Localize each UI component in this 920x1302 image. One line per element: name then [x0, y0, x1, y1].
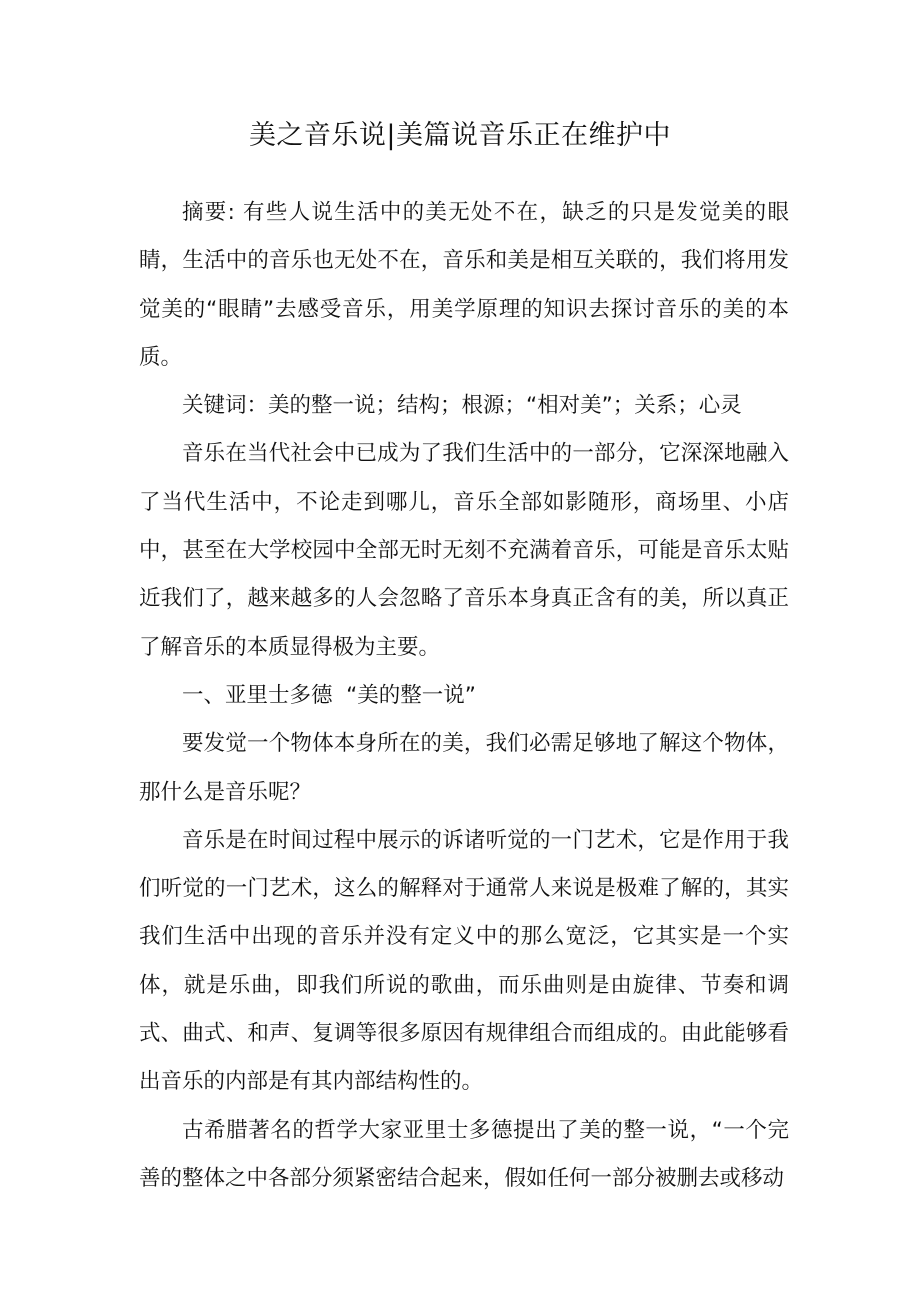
intro-paragraph: 音乐在当代社会中已成为了我们生活中的一部分，它深深地融入了当代生活中，不论走到哪儿，音乐全部如影随形，商场里、小店中，甚至在大学校园中全部无时无刻不充满着音乐，可能是音乐太贴近我们了，越来越多的人会忽略了音乐本身真正含有的美，所以真正了解音乐的本质显得极为主要。: [139, 441, 789, 660]
body-paragraph: 音乐是在时间过程中展示的诉诸听觉的一门艺术，它是作用于我们听觉的一门艺术，这么的解释对于通常人来说是极难了解的，其实我们生活中出现的音乐并没有定义中的那么宽泛，它其实是一个实体，就是乐曲，即我们所说的歌曲，而乐曲则是由旋律、节奏和调式、曲式、和声、复调等很多原因有规律组合而组成的。由此能够看出音乐的内部是有其内部结构性的。: [139, 827, 789, 1095]
keywords-paragraph: 关键词：美的整一说；结构；根源；“相对美”；关系；心灵: [182, 393, 742, 419]
page-title: 美之音乐说|美篇说音乐正在维护中: [248, 120, 672, 151]
document-body: [139, 189, 789, 1203]
body-paragraph: 古希腊著名的哲学大家亚里士多德提出了美的整一说，“一个完善的整体之中各部分须紧密结合起来，假如任何一部分被删去或移动: [139, 1117, 789, 1191]
abstract-paragraph: 摘要: 有些人说生活中的美无处不在，缺乏的只是发觉美的眼睛，生活中的音乐也无处不在，音乐和美是相互关联的，我们将用发觉美的“眼睛”去感受音乐，用美学原理的知识去探讨音乐的美的本质。: [139, 200, 789, 370]
body-paragraph: 要发觉一个物体本身所在的美，我们必需足够地了解这个物体，那什么是音乐呢？: [139, 731, 789, 805]
section-heading: 一、亚里士多德 “美的整一说”: [182, 682, 476, 708]
